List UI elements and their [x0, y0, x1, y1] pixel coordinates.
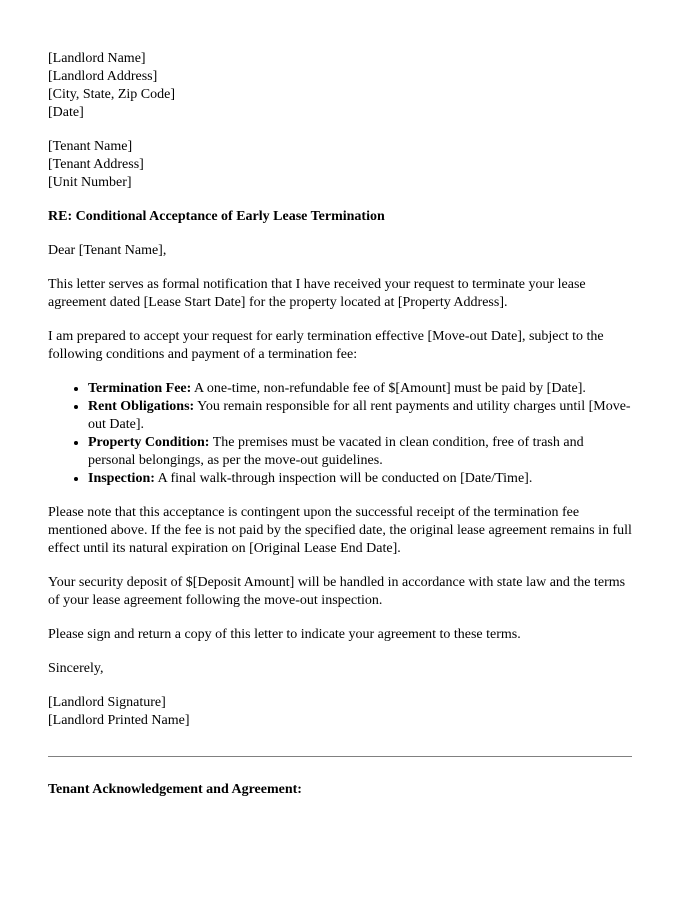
paragraph-deposit: Your security deposit of $[Deposit Amount] will be handled in accordance with state law and the terms of your lease agreement following the move-out inspection.	[48, 575, 626, 608]
landlord-city-state-zip-line: [City, State, Zip Code]	[48, 87, 176, 102]
rent-obligations-label: Rent Obligations:	[88, 399, 195, 414]
letter-date-line: [Date]	[48, 105, 84, 120]
list-item-property-condition	[88, 434, 632, 470]
conditions-list	[48, 380, 632, 488]
termination-fee-label: Termination Fee:	[88, 381, 192, 396]
list-item-termination-fee	[88, 380, 632, 398]
section-divider	[48, 756, 632, 757]
rent-obligations-text: You remain responsible for all rent payments and utility charges until [Move-out Date].	[88, 399, 631, 432]
list-item-inspection	[88, 470, 632, 488]
paragraph-contingency: Please note that this acceptance is contingent upon the successful receipt of the termination fee mentioned above. If the fee is not paid by the specified date, the original lease agreement remains in full effect until its natural expiration on [Original Lease End Date].	[48, 505, 632, 556]
paragraph-sign-return: Please sign and return a copy of this letter to indicate your agreement to these terms.	[48, 627, 521, 642]
landlord-name-line: [Landlord Name]	[48, 51, 146, 66]
tenant-name-line: [Tenant Name]	[48, 139, 133, 154]
tenant-address-block	[48, 138, 632, 192]
inspection-text: A final walk-through inspection will be conducted on [Date/Time].	[154, 471, 533, 486]
subject-line: RE: Conditional Acceptance of Early Lease Termination	[48, 209, 385, 224]
property-condition-label: Property Condition:	[88, 435, 210, 450]
paragraph-acceptance: I am prepared to accept your request for early termination effective [Move-out Date], subject to the following conditions and payment of a termination fee:	[48, 329, 604, 362]
landlord-address-line: [Landlord Address]	[48, 69, 158, 84]
signature-block	[48, 694, 632, 730]
landlord-address-block	[48, 50, 632, 122]
tenant-acknowledgement-heading: Tenant Acknowledgement and Agreement:	[48, 782, 302, 797]
property-condition-text: The premises must be vacated in clean condition, free of trash and personal belongings, as per the move-out guidelines.	[88, 435, 584, 468]
landlord-signature-line: [Landlord Signature]	[48, 695, 166, 710]
closing: Sincerely,	[48, 661, 104, 676]
list-item-rent-obligations	[88, 398, 632, 434]
termination-fee-text: A one-time, non-refundable fee of $[Amount] must be paid by [Date].	[191, 381, 586, 396]
letter-content	[48, 50, 632, 799]
tenant-unit-number-line: [Unit Number]	[48, 175, 132, 190]
inspection-label: Inspection:	[88, 471, 155, 486]
tenant-address-line: [Tenant Address]	[48, 157, 144, 172]
salutation: Dear [Tenant Name],	[48, 243, 167, 258]
landlord-printed-name-line: [Landlord Printed Name]	[48, 713, 190, 728]
paragraph-notification: This letter serves as formal notification that I have received your request to terminate your lease agreement dated [Lease Start Date] for the property located at [Property Address].	[48, 277, 586, 310]
